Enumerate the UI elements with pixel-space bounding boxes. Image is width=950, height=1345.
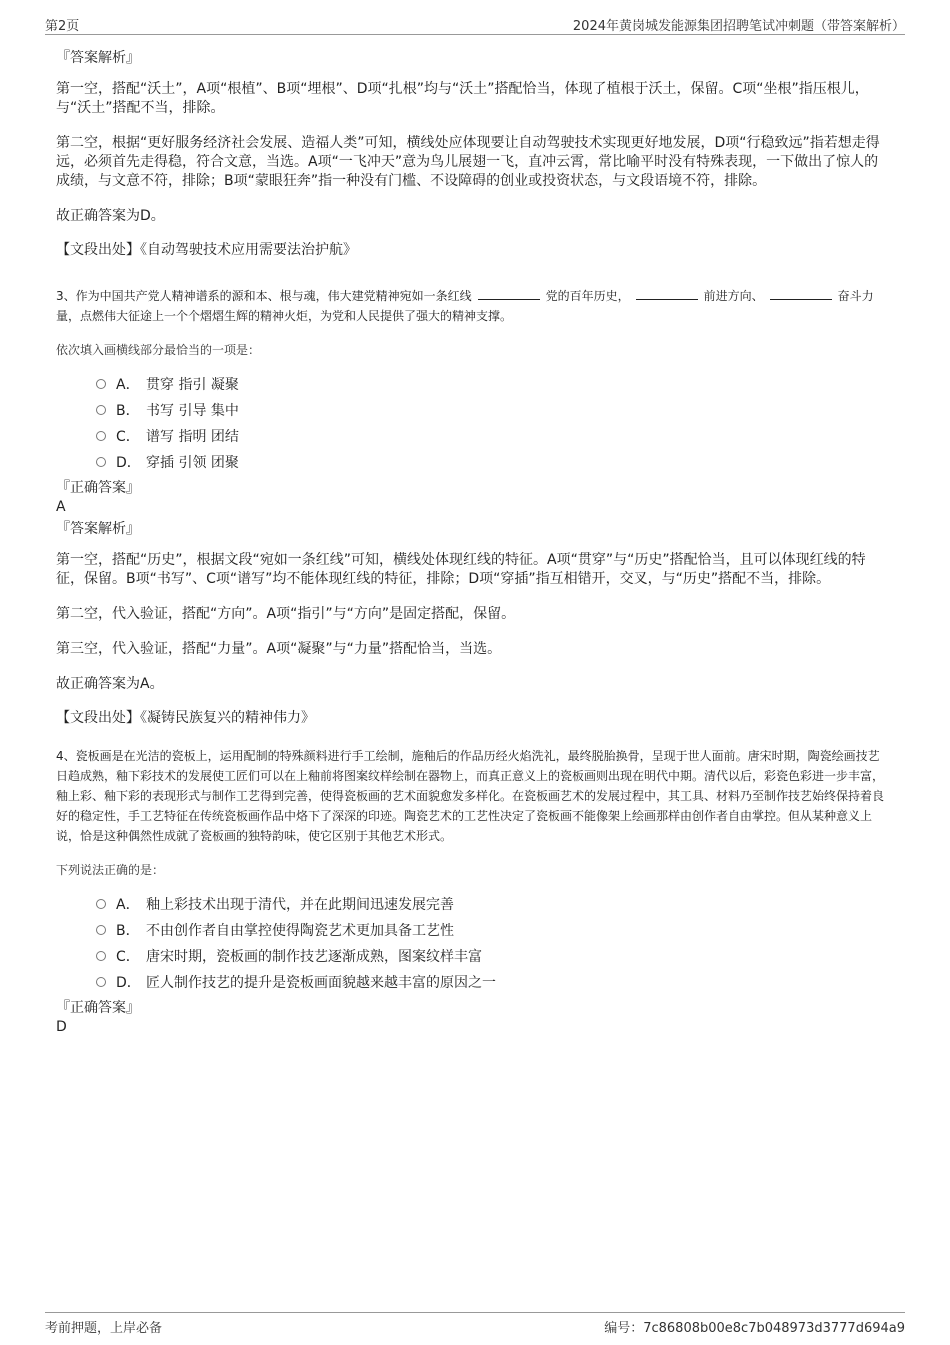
option-letter: D． [116, 975, 141, 991]
q3-text-part-3: 前进方向、 [703, 289, 764, 303]
q3-option-a[interactable] [96, 372, 886, 398]
q4-answer-label: 『正确答案』 [56, 1000, 140, 1016]
q3-text-part-2: 党的百年历史， [545, 289, 630, 303]
q3-text-part-1: 3、作为中国共产党人精神谱系的源和本、根与魂，伟大建党精神宛如一条红线 [56, 289, 472, 303]
option-text: 唐宋时期，瓷板画的制作技艺逐渐成熟，图案纹样丰富 [146, 949, 482, 965]
q3-answer: A [56, 499, 66, 515]
option-letter: C． [116, 949, 140, 965]
footer-slogan: 考前押题，上岸必备 [45, 1321, 163, 1336]
radio-icon[interactable] [96, 951, 106, 961]
page-number: 第2页 [45, 19, 80, 34]
q3-analysis-p1: 第一空，搭配“历史”，根据文段“宛如一条红线”可知，横线处体现红线的特征。A项“贯穿”与“历史”搭配恰当，且可以体现红线的特征，保留。B项“书写”、C项“谱写”均不能体现红线的特征，排除；D项“穿插”指互相错开，交叉，与“历史”搭配不当，排除。 [56, 552, 866, 587]
q4-option-c[interactable] [96, 944, 886, 970]
q3-analysis-label: 『答案解析』 [56, 521, 140, 537]
option-letter: C． [116, 429, 140, 445]
q3-option-b[interactable] [96, 398, 886, 424]
option-text: 贯穿 指引 凝聚 [146, 377, 239, 393]
q3-blank-3 [770, 287, 832, 300]
q3-blank-1 [478, 287, 540, 300]
option-text: 匠人制作技艺的提升是瓷板画面貌越来越丰富的原因之一 [146, 975, 496, 991]
radio-icon[interactable] [96, 405, 106, 415]
radio-icon[interactable] [96, 899, 106, 909]
q2-analysis-p2: 第二空，根据“更好服务经济社会发展、造福人类”可知，横线处应体现要让自动驾驶技术实现更好地发展，D项“行稳致远”指若想走得远，必须首先走得稳，符合文意，当选。A项“一飞冲天”意为鸟儿展翅一飞，直冲云霄，常比喻平时没有特殊表现，一下做出了惊人的成绩，与文意不符，排除；B项“蒙眼狂奔”指一种没有门槛、不设障碍的创业或投资状态，与文段语境不符，排除。 [56, 135, 880, 189]
option-text: 谱写 指明 团结 [146, 429, 239, 445]
q3-answer-label: 『正确答案』 [56, 480, 140, 496]
q3-prompt: 依次填入画横线部分最恰当的一项是： [56, 343, 261, 357]
option-text: 穿插 引领 团聚 [146, 455, 239, 471]
radio-icon[interactable] [96, 977, 106, 987]
q3-analysis-p2: 第二空，代入验证，搭配“方向”。A项“指引”与“方向”是固定搭配，保留。 [56, 606, 516, 622]
q3-conclusion: 故正确答案为A。 [56, 676, 164, 692]
option-letter: A． [116, 897, 140, 913]
q4-option-b[interactable] [96, 918, 886, 944]
q3-option-c[interactable] [96, 424, 886, 450]
document-id: 编号：7c86808b00e8c7b048973d3777d694a9 [604, 1321, 905, 1336]
q2-conclusion: 故正确答案为D。 [56, 208, 165, 224]
radio-icon[interactable] [96, 431, 106, 441]
q4-question-text: 4、瓷板画是在光洁的瓷板上，运用配制的特殊颜料进行手工绘制，施釉后的作品历经火焰洗礼，最终脱胎换骨，呈现于世人面前。唐宋时期，陶瓷绘画技艺日趋成熟，釉下彩技术的发展使工匠们可以在上釉前将图案纹样绘制在器物上，而真正意义上的瓷板画则出现在明代中期。清代以后，彩瓷色彩进一步丰富，釉上彩、釉下彩的表现形式与制作工艺得到完善，使得瓷板画的艺术面貌愈发多样化。在瓷板画艺术的发展过程中，其工具、材料乃至制作技艺始终保持着良好的稳定性，手工艺特征在传统瓷板画作品中烙下了深深的印迹。陶瓷艺术的工艺性决定了瓷板画不能像架上绘画那样由创作者自由掌控。但从某种意义上说，恰是这种偶然性成就了瓷板画的独特韵味，使它区别于其他艺术形式。 [56, 749, 885, 843]
page-footer [45, 1312, 905, 1335]
q4-answer: D [56, 1019, 67, 1035]
q4-prompt: 下列说法正确的是： [56, 863, 165, 877]
radio-icon[interactable] [96, 925, 106, 935]
radio-icon[interactable] [96, 457, 106, 467]
q2-analysis-p1: 第一空，搭配“沃土”，A项“根植”、B项“埋根”、D项“扎根”均与“沃土”搭配恰当，体现了植根于沃土，保留。C项“坐根”指压根儿，与“沃土”搭配不当，排除。 [56, 81, 869, 116]
q4-options [96, 892, 886, 996]
q4-option-d[interactable] [96, 970, 886, 996]
q2-analysis-label: 『答案解析』 [56, 50, 140, 66]
page-header [45, 14, 905, 35]
q3-question-text [56, 286, 886, 326]
option-letter: B． [116, 923, 140, 939]
q2-source: 【文段出处】《自动驾驶技术应用需要法治护航》 [56, 242, 357, 258]
q4-option-a[interactable] [96, 892, 886, 918]
q3-text-part-4: 奋斗力量，点燃伟大征途上一个个熠熠生辉的精神火炬，为党和人民提供了强大的精神支撑。 [56, 289, 874, 323]
radio-icon[interactable] [96, 379, 106, 389]
page-content [56, 44, 886, 1037]
q3-source: 【文段出处】《凝铸民族复兴的精神伟力》 [56, 710, 315, 726]
option-text: 不由创作者自由掌控使得陶瓷艺术更加具备工艺性 [146, 923, 454, 939]
option-letter: D． [116, 455, 141, 471]
q3-options [96, 372, 886, 476]
option-text: 书写 引导 集中 [146, 403, 239, 419]
q3-analysis-p3: 第三空，代入验证，搭配“力量”。A项“凝聚”与“力量”搭配恰当，当选。 [56, 641, 502, 657]
option-text: 釉上彩技术出现于清代，并在此期间迅速发展完善 [146, 897, 454, 913]
option-letter: A． [116, 377, 140, 393]
document-title: 2024年黄岗城发能源集团招聘笔试冲刺题（带答案解析） [572, 19, 905, 34]
option-letter: B． [116, 403, 140, 419]
q3-blank-2 [636, 287, 698, 300]
q3-option-d[interactable] [96, 450, 886, 476]
